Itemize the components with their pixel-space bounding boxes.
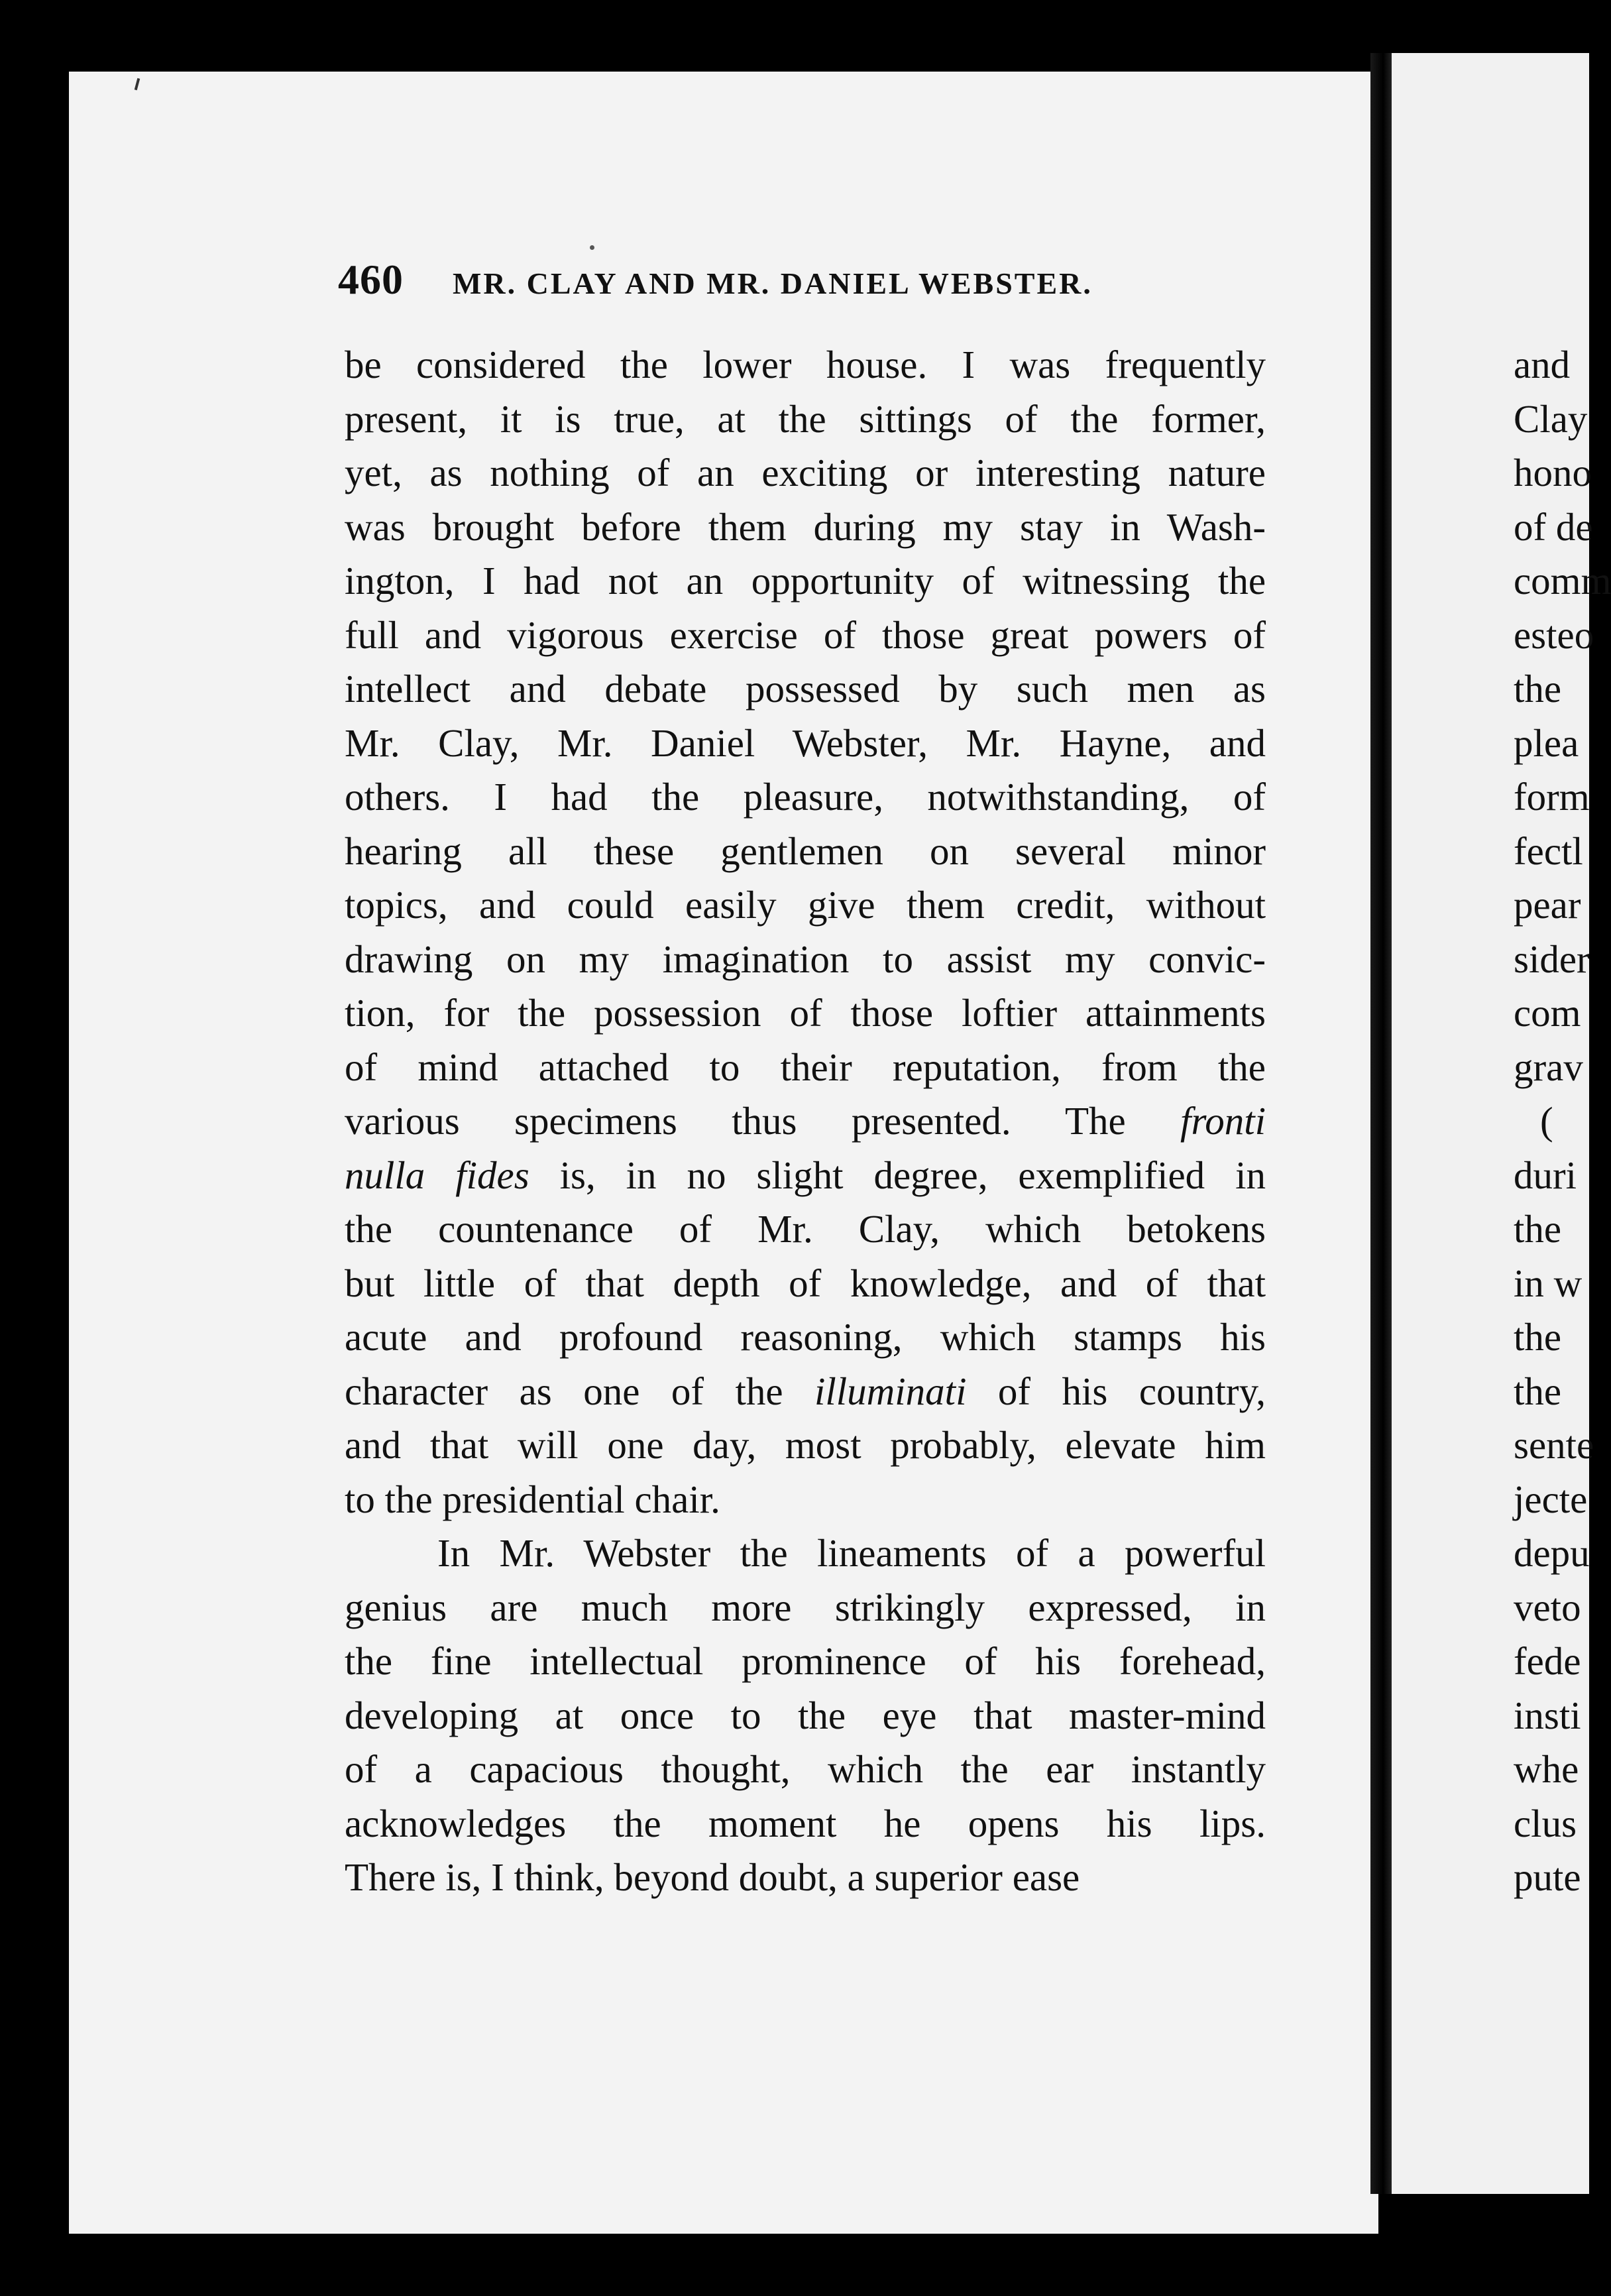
text-line: but little of that depth of knowledge, and of that bbox=[345, 1261, 1266, 1305]
text-line: acute and profound reasoning, which stamps his bbox=[345, 1315, 1266, 1359]
facing-page-line: plea bbox=[1514, 720, 1579, 765]
text-line: the fine intellectual prominence of his forehead, bbox=[345, 1639, 1266, 1683]
italic-phrase: fronti bbox=[1180, 1099, 1266, 1143]
text-line: topics, and could easily give them credit, without bbox=[345, 883, 1266, 927]
text-line: be considered the lower house. I was frequently bbox=[345, 343, 1266, 386]
text-line: developing at once to the eye that master-mind bbox=[345, 1693, 1266, 1737]
facing-page-line: the bbox=[1514, 1315, 1562, 1359]
page-number: 460 bbox=[338, 256, 404, 303]
facing-page-line: hono bbox=[1514, 451, 1592, 494]
running-title: MR. CLAY AND MR. DANIEL WEBSTER. bbox=[453, 266, 1093, 300]
text-line bbox=[345, 1365, 1266, 1419]
facing-page-line: sente bbox=[1514, 1423, 1594, 1467]
facing-page-line: of de bbox=[1514, 504, 1593, 549]
facing-page-line: pear bbox=[1514, 883, 1581, 927]
text-line bbox=[345, 1094, 1266, 1149]
text-line: of mind attached to their reputation, from the bbox=[345, 1045, 1266, 1089]
text-line: There is, I think, beyond doubt, a superior ease bbox=[345, 1855, 1080, 1899]
facing-page-line: grav bbox=[1514, 1045, 1583, 1089]
facing-page-line: whe bbox=[1514, 1747, 1579, 1791]
text-line: was brought before them during my stay in Wash- bbox=[345, 504, 1266, 549]
text-segment: of his country, bbox=[966, 1369, 1266, 1413]
facing-page-line: fede bbox=[1514, 1639, 1581, 1683]
facing-page-line: clus bbox=[1514, 1801, 1577, 1845]
text-line: yet, as nothing of an exciting or interesting nature bbox=[345, 451, 1266, 494]
text-line: to the presidential chair. bbox=[345, 1477, 720, 1521]
scan-dot-mark bbox=[590, 245, 594, 250]
text-line bbox=[345, 1149, 1266, 1203]
text-line: acknowledges the moment he opens his lips. bbox=[345, 1801, 1266, 1845]
facing-page-line: duri bbox=[1514, 1153, 1577, 1197]
text-line: intellect and debate possessed by such men as bbox=[345, 667, 1266, 711]
facing-page-line: comm bbox=[1514, 559, 1611, 603]
facing-page-line: jecte bbox=[1514, 1477, 1588, 1521]
facing-page-line: and bbox=[1514, 343, 1571, 386]
text-line: hearing all these gentlemen on several minor bbox=[345, 829, 1266, 873]
body-text bbox=[345, 338, 1266, 1905]
text-segment: character as one of the bbox=[345, 1369, 814, 1413]
facing-page-line: insti bbox=[1514, 1693, 1581, 1737]
facing-page-line: veto bbox=[1514, 1585, 1581, 1629]
facing-page-line: form bbox=[1514, 775, 1590, 819]
text-line: and that will one day, most probably, elevate him bbox=[345, 1423, 1266, 1467]
facing-page-line: esteo bbox=[1514, 612, 1594, 657]
facing-page-line: com bbox=[1514, 991, 1581, 1035]
text-segment: various specimens thus presented. The bbox=[345, 1099, 1181, 1143]
italic-phrase: nulla fides bbox=[345, 1153, 529, 1197]
facing-page-line: sider bbox=[1514, 937, 1590, 981]
text-line: the countenance of Mr. Clay, which betokens bbox=[345, 1207, 1266, 1251]
facing-page-line: fectl bbox=[1514, 829, 1583, 873]
text-line: Mr. Clay, Mr. Daniel Webster, Mr. Hayne, and bbox=[345, 720, 1266, 765]
facing-page-line: pute bbox=[1514, 1855, 1581, 1899]
text-line: others. I had the pleasure, notwithstanding, of bbox=[345, 775, 1266, 819]
facing-page-line: Clay bbox=[1514, 396, 1588, 441]
text-line: full and vigorous exercise of those great powers of bbox=[345, 612, 1266, 657]
text-line: ington, I had not an opportunity of witnessing the bbox=[345, 559, 1266, 603]
text-line: genius are much more strikingly expressed, in bbox=[345, 1585, 1266, 1629]
facing-page-line: the bbox=[1514, 1207, 1562, 1251]
italic-phrase: illuminati bbox=[814, 1369, 967, 1413]
text-line: present, it is true, at the sittings of the former, bbox=[345, 396, 1266, 441]
text-line: drawing on my imagination to assist my convic- bbox=[345, 937, 1266, 981]
facing-page-line: the bbox=[1514, 667, 1562, 711]
facing-page-line: in w bbox=[1514, 1261, 1583, 1305]
facing-page-line: ( bbox=[1540, 1099, 1553, 1143]
facing-page-line: depu bbox=[1514, 1531, 1590, 1575]
facing-page-line: the bbox=[1514, 1369, 1562, 1413]
text-segment: is, in no slight degree, exemplified in bbox=[529, 1153, 1266, 1197]
facing-page-text bbox=[1514, 338, 1611, 1905]
text-line: In Mr. Webster the lineaments of a powerful bbox=[437, 1531, 1266, 1575]
text-line: tion, for the possession of those loftier attainments bbox=[345, 991, 1266, 1035]
book-gutter bbox=[1370, 53, 1392, 2194]
running-header bbox=[338, 255, 1319, 308]
text-line: of a capacious thought, which the ear instantly bbox=[345, 1747, 1266, 1791]
